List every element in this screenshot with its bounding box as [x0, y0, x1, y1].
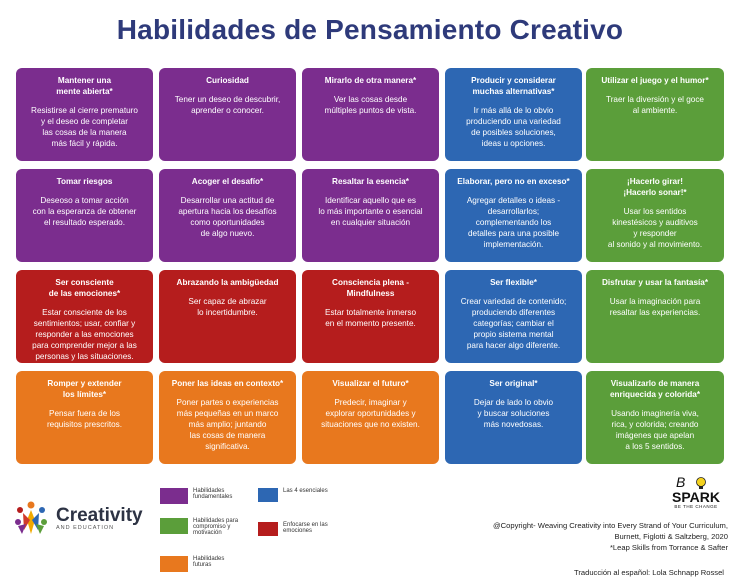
skill-title: Utilizar el juego y el humor*: [601, 76, 709, 85]
skill-description: Estar totalmente inmerso en el momento presente.: [324, 308, 416, 328]
skill-description: Identificar aquello que es lo más importante o esencial en cualquier situación: [318, 196, 423, 227]
spark-logo: [670, 474, 722, 509]
skill-description: Ver las cosas desde múltiples puntos de vista.: [324, 95, 417, 115]
creativity-logo: [12, 500, 143, 536]
skill-title: Ser original*: [489, 379, 538, 388]
skill-card: [302, 371, 439, 464]
skill-description: Tener un deseo de descubrir, aprender o conocer.: [174, 95, 281, 115]
skill-title: Visualizarlo de manera enriquecida y colorida*: [609, 379, 701, 399]
skill-title: Ser consciente de las emociones*: [48, 278, 121, 298]
skill-title: Mirarlo de otra manera*: [324, 76, 417, 85]
legend-item: [160, 556, 270, 572]
legend-label: Habilidades para compromiso y motivación: [193, 518, 239, 536]
skills-grid: [16, 68, 584, 467]
skill-description: Pensar fuera de los requisitos prescritos.: [46, 409, 123, 429]
skill-description: Deseoso a tomar acción con la esperanza de obtener el resultado esperado.: [32, 196, 137, 227]
skill-card: [302, 68, 439, 161]
skill-title: Elaborar, pero no en exceso*: [457, 177, 570, 186]
skill-card: [159, 68, 296, 161]
logo-wordmark: Creativity: [56, 504, 143, 526]
legend-label: Habilidades futuras: [193, 556, 225, 568]
skill-card: [159, 371, 296, 464]
skill-description: Usar la imaginación para resaltar las experiencias.: [609, 297, 701, 317]
skill-card: [586, 169, 724, 262]
skill-description: Poner partes o experiencias más pequeñas en un marco más amplio; juntando las cosas de manera significativa.: [176, 398, 279, 451]
skill-title: Ser flexible*: [490, 278, 537, 287]
skill-title: Disfrutar y usar la fantasía*: [601, 278, 709, 287]
legend-swatch: [258, 488, 278, 502]
skill-title: ¡Hacerlo girar! ¡Hacerlo sonar!*: [623, 177, 687, 197]
legend-swatch: [160, 556, 188, 572]
legend-label: Las 4 esenciales: [283, 488, 328, 494]
translation-credit: Traducción al español: Lola Schnapp Rossel: [574, 568, 724, 577]
legend-label: Habilidades fundamentales: [193, 488, 233, 500]
page-title: Habilidades de Pensamiento Creativo: [116, 14, 624, 45]
skill-description: Desarrollar una actitud de apertura hacia los desafíos como oportunidades de algo nuevo.: [178, 196, 277, 238]
spark-tagline: BE THE CHANGE: [674, 504, 718, 509]
skill-card: [16, 270, 153, 363]
legend-swatch: [258, 522, 278, 536]
skill-description: Ir más allá de lo obvio produciendo una variedad de posibles soluciones, ideas u opciones.: [466, 106, 561, 148]
skill-title: Acoger el desafío*: [191, 177, 264, 186]
skill-card: [586, 68, 724, 161]
skill-description: Ser capaz de abrazar lo incertidumbre.: [188, 297, 267, 317]
skill-description: Usar los sentidos kinestésicos y auditivos y responder al sonido y al movimiento.: [607, 207, 703, 249]
lightbulb-icon: [694, 476, 708, 490]
skill-card: [302, 169, 439, 262]
skill-description: Crear variedad de contenido; produciendo diferentes categorías; cambiar el propio sistema mental para hacer algo diferente.: [460, 297, 567, 350]
spark-b: B: [676, 474, 686, 490]
skill-description: Agregar detalles o ideas - desarrollarlos; complementando los detalles para una posible implementación.: [466, 196, 561, 249]
skill-card: [159, 270, 296, 363]
skill-card: [16, 68, 153, 161]
skill-card: [302, 270, 439, 363]
spark-wordmark: SPARK: [672, 489, 720, 505]
legend-swatch: [160, 518, 188, 534]
legend-label: Enfocarse en las emociones: [283, 522, 328, 534]
skill-description: Usando imaginería viva, rica, y colorida; creando imágenes que apelan a los 5 sentidos.: [611, 409, 699, 451]
skill-title: Romper y extender los límites*: [47, 379, 122, 399]
skill-title: Poner las ideas en contexto*: [171, 379, 284, 388]
legend-item: [160, 518, 270, 536]
copyright-text: @Copyright- Weaving Creativity into Every Strand of Your Curriculum, Burnett, Figlotti & Saltzberg, 2020 *Leap Skills from Torrance & Safter: [492, 521, 728, 552]
people-logo-icon: [12, 500, 50, 536]
legend-item: [258, 488, 368, 502]
skill-card: [445, 169, 582, 262]
skill-title: Abrazando la ambigüedad: [176, 278, 279, 287]
skill-card: [16, 169, 153, 262]
skill-title: Resaltar la esencia*: [332, 177, 409, 186]
skill-card: [586, 270, 724, 363]
logo-subtitle: AND EDUCATION: [56, 524, 115, 531]
skill-description: Resistirse al cierre prematuro y el deseo de completar las cosas de la manera más fácil y rápida.: [31, 106, 138, 148]
skill-title: Mantener una mente abierta*: [56, 76, 113, 96]
skill-card: [445, 68, 582, 161]
skill-description: Predecir, imaginar y explorar oportunidades y situaciones que no existen.: [321, 398, 420, 429]
skill-title: Consciencia plena - Mindfulness: [332, 278, 409, 298]
skill-description: Estar consciente de los sentimientos; usar, confiar y responder a las emociones para comprender mejor a las personas y las situaciones.: [32, 308, 137, 361]
skill-title: Curiosidad: [206, 76, 249, 85]
legend-item: [258, 522, 368, 536]
skill-description: Dejar de lado lo obvio y buscar soluciones más novedosas.: [473, 398, 554, 429]
skill-card: [445, 270, 582, 363]
skill-card: [445, 371, 582, 464]
skill-title: Producir y considerar muchas alternativas*: [471, 76, 556, 96]
skill-title: Visualizar el futuro*: [332, 379, 409, 388]
skills-column-5: [586, 68, 724, 464]
skill-card: [586, 371, 724, 464]
legend-item: [160, 488, 270, 504]
legend-swatch: [160, 488, 188, 504]
skill-card: [159, 169, 296, 262]
skill-card: [16, 371, 153, 464]
skill-title: Tomar riesgos: [56, 177, 113, 186]
skill-description: Traer la diversión y el goce al ambiente.: [606, 95, 704, 115]
